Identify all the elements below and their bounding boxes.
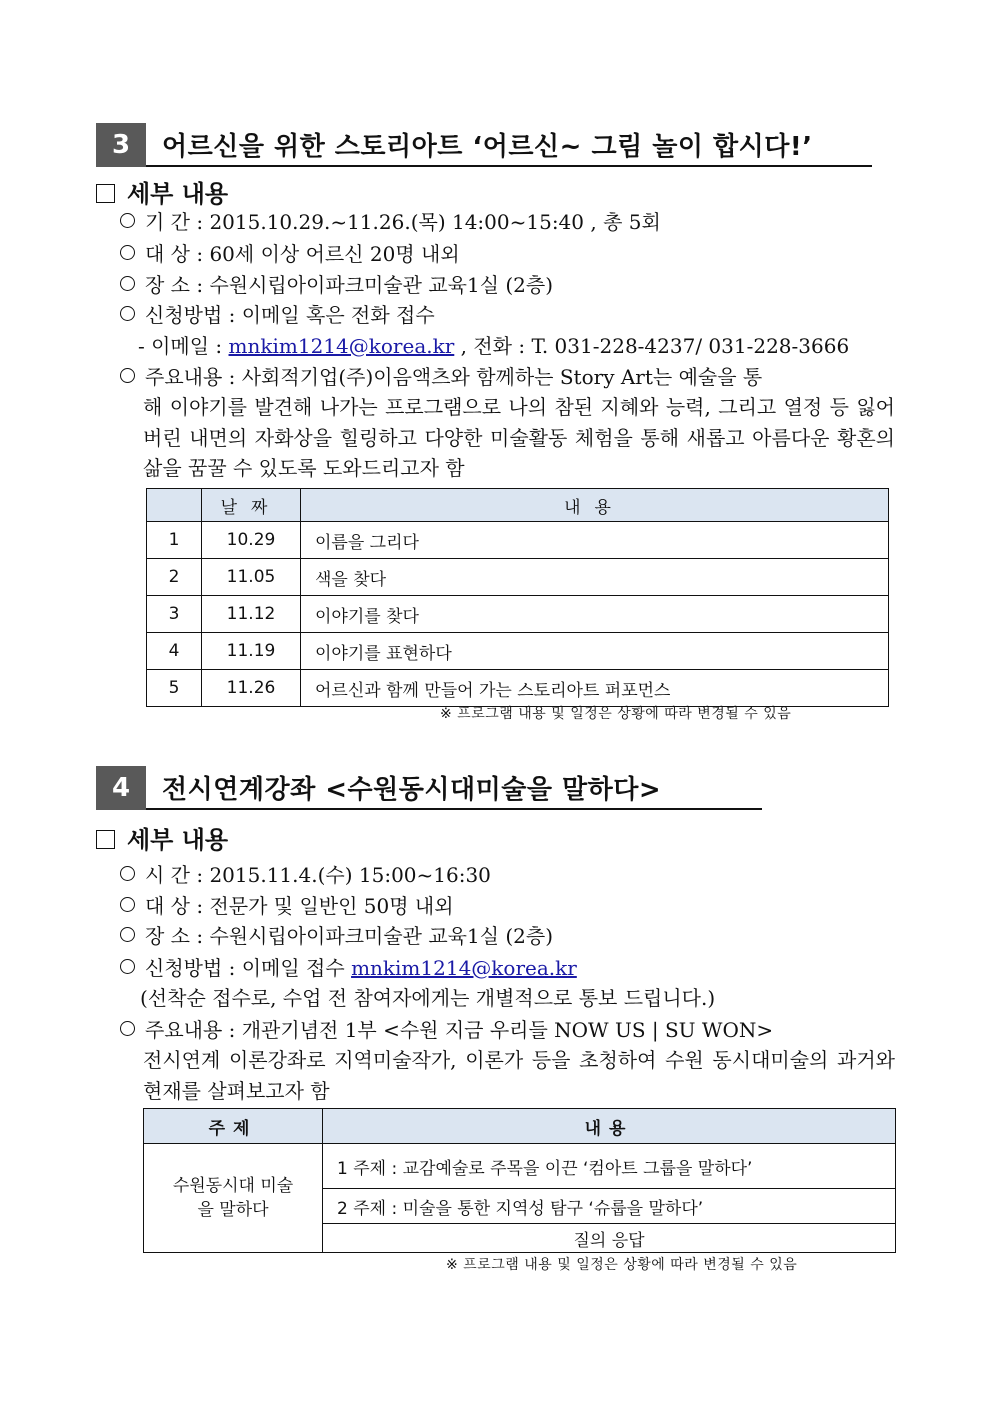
row-content: 이름을 그리다 <box>301 522 889 559</box>
bullet-circle-icon <box>120 927 135 942</box>
bullet-circle-icon <box>120 959 135 974</box>
bullet-circle-icon <box>120 276 135 291</box>
target-line <box>120 891 454 921</box>
main-lead-text: 주요내용 : 사회적기업(주)이음액츠와 함께하는 Story Art는 예술을 통 <box>145 365 763 389</box>
schedule-note: ※ 프로그램 내용 및 일정은 상황에 따라 변경될 수 있음 <box>440 706 792 722</box>
header-date: 날짜 <box>202 489 301 522</box>
place-line <box>120 921 553 951</box>
subheading-label: 세부 내용 <box>127 826 229 854</box>
row-date: 10.29 <box>202 522 301 559</box>
bullet-circle-icon <box>120 866 135 881</box>
target-text: 대 상 : 전문가 및 일반인 50명 내외 <box>145 894 454 918</box>
header-topic: 주제 <box>144 1109 323 1144</box>
time-line <box>120 860 491 890</box>
subheading <box>96 174 228 209</box>
apply-note-line: (선착순 접수로, 수업 전 참여자에게는 개별적으로 통보 드립니다.) <box>140 986 716 1010</box>
subheading-label: 세부 내용 <box>127 180 229 208</box>
header-no <box>147 489 202 522</box>
main-description: 전시연계 이론강좌로 지역미술작가, 이론가 등을 초청하여 수원 동시대미술의 과거와 현재를 살펴보고자 함 <box>143 1048 895 1103</box>
topic-text: 수원동시대 미술을 말하다 <box>172 1176 294 1220</box>
email-link[interactable]: mnkim1214@korea.kr <box>228 334 455 358</box>
row-no: 3 <box>147 596 202 633</box>
lecture-note: ※ 프로그램 내용 및 일정은 상황에 따라 변경될 수 있음 <box>446 1257 798 1273</box>
content-cell: 질의 응답 <box>323 1224 896 1253</box>
schedule-table <box>146 488 889 707</box>
main-lead-line <box>120 1015 773 1045</box>
content-cell: 1 주제 : 교감예술로 주목을 이끈 ‘컴아트 그룹을 말하다’ <box>323 1144 896 1189</box>
row-no: 2 <box>147 559 202 596</box>
bullet-circle-icon <box>120 213 135 228</box>
table-row <box>147 559 889 596</box>
row-date: 11.26 <box>202 670 301 707</box>
section-3-header <box>96 123 872 167</box>
header-content: 내용 <box>301 489 889 522</box>
row-content: 이야기를 표현하다 <box>301 633 889 670</box>
row-content: 이야기를 찾다 <box>301 596 889 633</box>
main-lead-text: 주요내용 : 개관기념전 1부 <수원 지금 우리들 NOW US | SU WON> <box>145 1018 774 1042</box>
main-lead-line <box>120 362 762 392</box>
time-text: 시 간 : 2015.11.4.(수) 15:00~16:30 <box>145 863 491 887</box>
section-title: 어르신을 위한 스토리아트 ‘어르신~ 그림 놀이 합시다!’ <box>146 123 872 167</box>
table-row <box>147 522 889 559</box>
contact-line <box>138 331 849 361</box>
section-number: 4 <box>96 766 146 810</box>
row-content: 색을 찾다 <box>301 559 889 596</box>
target-line <box>120 239 460 269</box>
table-header-row <box>147 489 889 522</box>
table-row <box>144 1144 896 1189</box>
lecture-table <box>143 1108 896 1253</box>
content-cell: 2 주제 : 미술을 통한 지역성 탐구 ‘슈룹을 말하다’ <box>323 1189 896 1224</box>
bullet-circle-icon <box>120 1021 135 1036</box>
target-text: 대 상 : 60세 이상 어르신 20명 내외 <box>145 242 460 266</box>
table-header-row <box>144 1109 896 1144</box>
section-title: 전시연계강좌 <수원동시대미술을 말하다> <box>146 766 762 810</box>
checkbox-square-icon <box>96 830 115 849</box>
email-label: - 이메일 : <box>138 334 229 358</box>
table-row <box>147 670 889 707</box>
row-no: 4 <box>147 633 202 670</box>
apply-line <box>120 953 577 983</box>
row-no: 1 <box>147 522 202 559</box>
table-row <box>147 633 889 670</box>
table-row <box>147 596 889 633</box>
bullet-circle-icon <box>120 245 135 260</box>
email-link[interactable]: mnkim1214@korea.kr <box>351 956 577 980</box>
place-line <box>120 270 553 300</box>
row-content: 어르신과 함께 만들어 가는 스토리아트 퍼포먼스 <box>301 670 889 707</box>
section-4-header <box>96 766 762 810</box>
bullet-circle-icon <box>120 368 135 383</box>
period-line <box>120 207 661 237</box>
topic-cell <box>144 1144 323 1253</box>
apply-text: 신청방법 : 이메일 혹은 전화 접수 <box>145 303 435 327</box>
checkbox-square-icon <box>96 184 115 203</box>
period-text: 기 간 : 2015.10.29.~11.26.(목) 14:00~15:40 , 총 5회 <box>145 210 661 234</box>
subheading <box>96 820 228 855</box>
place-text: 장 소 : 수원시립아이파크미술관 교육1실 (2층) <box>145 273 554 297</box>
row-no: 5 <box>147 670 202 707</box>
place-text: 장 소 : 수원시립아이파크미술관 교육1실 (2층) <box>145 924 554 948</box>
row-date: 11.19 <box>202 633 301 670</box>
section-number: 3 <box>96 123 146 167</box>
main-description: 해 이야기를 발견해 나가는 프로그램으로 나의 참된 지혜와 능력, 그리고 열정 등 잃어버린 내면의 자화상을 힐링하고 다양한 미술활동 체험을 통해 새롭고 아름다운 황혼의 삶을 꿈꿀 수 있도록 도와드리고자 함 <box>143 395 895 480</box>
row-date: 11.05 <box>202 559 301 596</box>
apply-text: 신청방법 : 이메일 접수 <box>145 956 352 980</box>
phone-text: , 전화 : T. 031-228-4237/ 031-228-3666 <box>454 334 850 358</box>
apply-line <box>120 300 435 330</box>
bullet-circle-icon <box>120 306 135 321</box>
header-content: 내용 <box>323 1109 896 1144</box>
row-date: 11.12 <box>202 596 301 633</box>
bullet-circle-icon <box>120 897 135 912</box>
